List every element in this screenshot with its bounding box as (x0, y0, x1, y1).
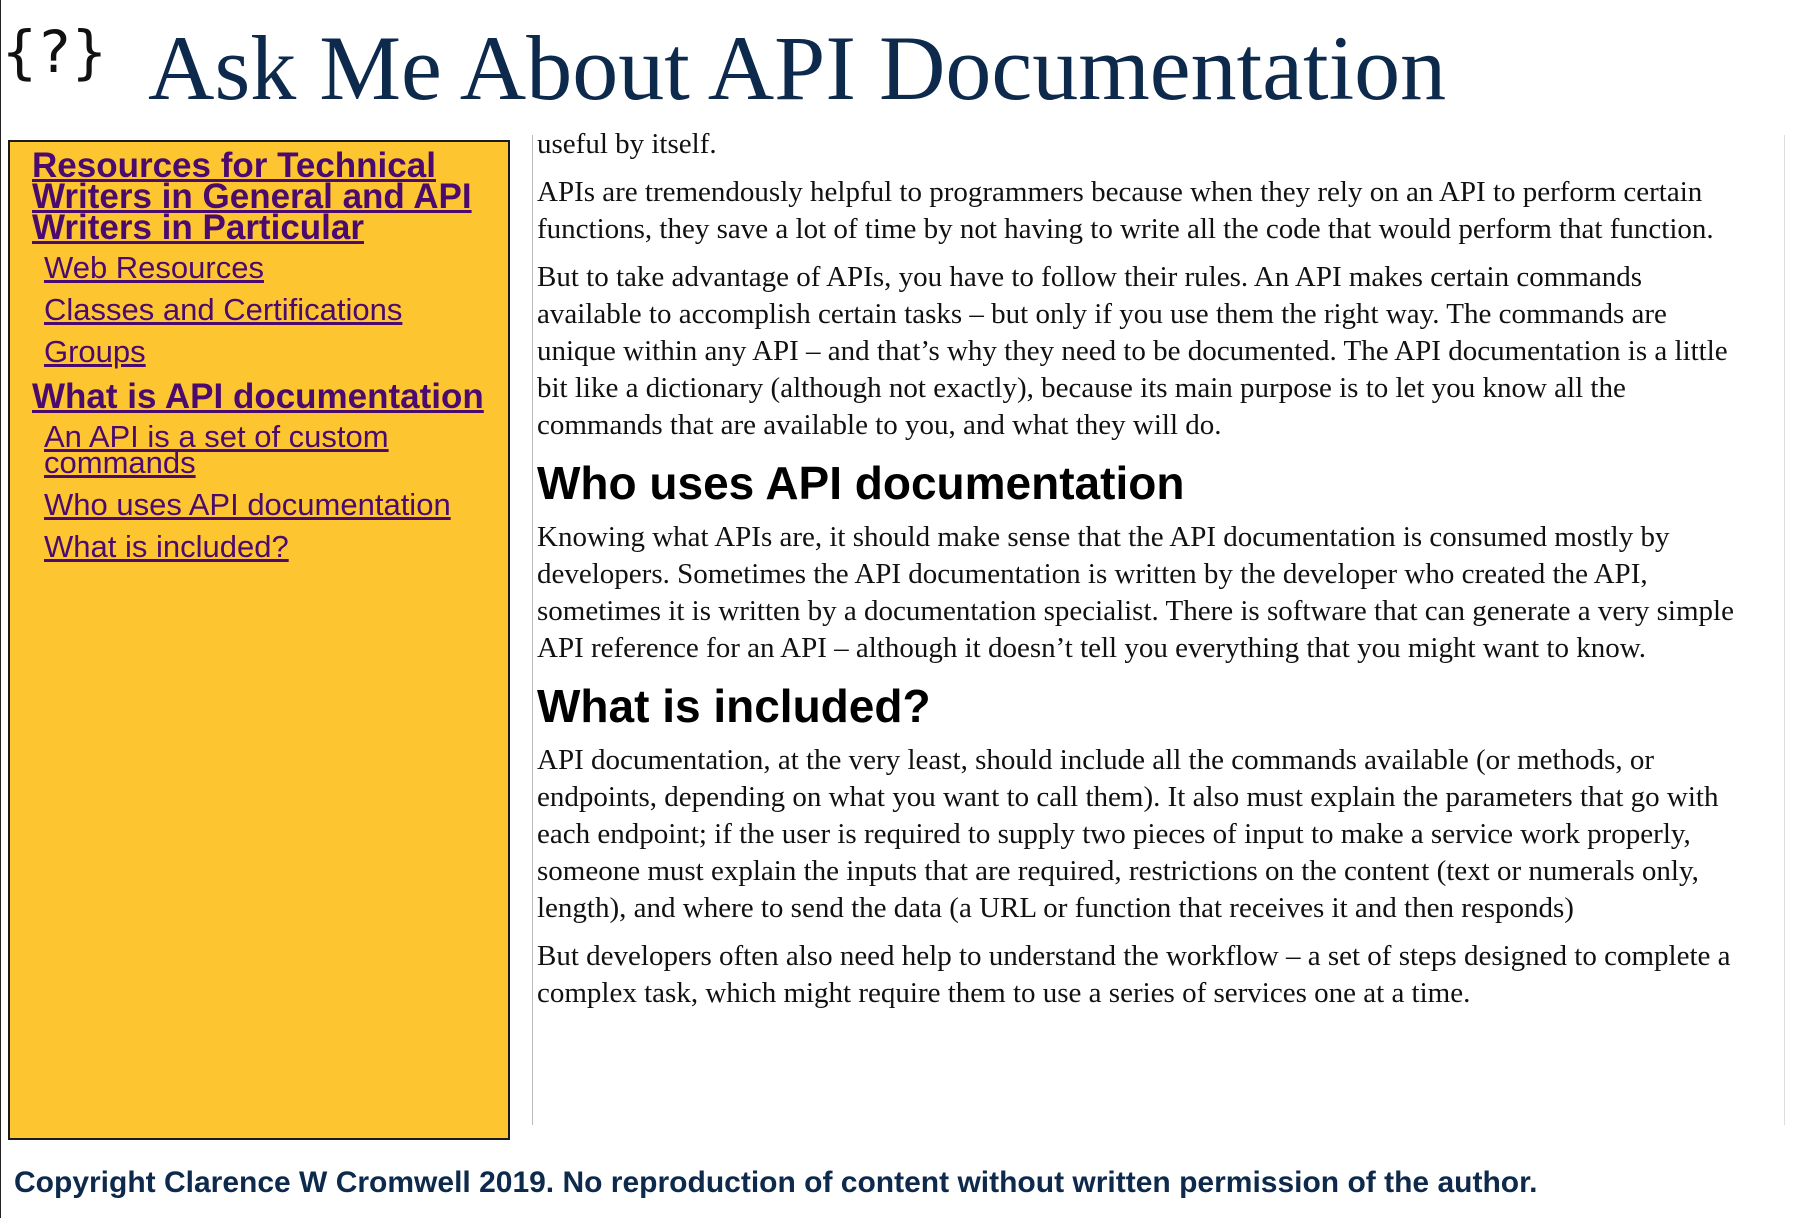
paragraph-helpful: APIs are tremendously helpful to programmers because when they rely on an API to perform certain functions, they save a lot of time by not having to write all the code that would perform that function. (537, 176, 1714, 245)
content-divider (532, 135, 533, 1125)
page-left-border (0, 0, 1, 1218)
sidebar-item-groups[interactable]: Groups (44, 334, 146, 369)
sidebar-section-resources[interactable]: Resources for Technical Writers in General and API Writers in Particular (32, 146, 472, 247)
paragraph-rules: But to take advantage of APIs, you have to follow their rules. An API makes certain commands available to accomplish certain tasks – but only if you use them the right way. The commands are unique within any API – and that’s why they need to be documented. The API documentation is a little bit like a dictionary (although not exactly), because its main purpose is to let you know all the commands that are available to you, and what they will do. (537, 261, 1728, 441)
site-header (0, 0, 1800, 135)
site-title: Ask Me About API Documentation (148, 17, 1447, 119)
paragraph-who-uses: Knowing what APIs are, it should make sense that the API documentation is consumed mostly by developers. Sometimes the API documentation is written by the developer who created the API, sometimes it is written by a documentation specialist. There is software that can generate a very simple API reference for an API – although it doesn’t tell you everything that you might want to know. (537, 521, 1734, 664)
heading-what-included: What is included? (537, 680, 931, 732)
footer-copyright: Copyright Clarence W Cromwell 2019. No reproduction of content without written permission of the author. (14, 1166, 1538, 1199)
site-logo: {?} (2, 18, 107, 86)
paragraph-workflow: But developers often also need help to understand the workflow – a set of steps designed to complete a complex task, which might require them to use a series of services one at a time. (537, 940, 1731, 1009)
sidebar-item-who-uses[interactable]: Who uses API documentation (44, 487, 451, 522)
sidebar-item-web-resources[interactable]: Web Resources (44, 250, 264, 285)
paragraph-what-included: API documentation, at the very least, should include all the commands available (or methods, or endpoints, depending on what you want to call them). It also must explain the parameters that go with each endpoint; if the user is required to supply two pieces of input to make a service work properly, someone must explain the inputs that are required, restrictions on the content (text or numerals only, length), and where to send the data (a URL or function that receives it and then responds) (537, 744, 1719, 924)
sidebar-section-what-is-api-doc[interactable]: What is API documentation (32, 377, 484, 416)
main-content (537, 126, 1749, 1023)
sidebar-item-what-included[interactable]: What is included? (44, 529, 289, 564)
content-right-divider (1784, 135, 1785, 1125)
sidebar-nav (8, 140, 510, 1140)
sidebar-item-api-custom-commands[interactable]: An API is a set of custom commands (44, 419, 389, 480)
paragraph-intro-tail: useful by itself. (537, 128, 717, 160)
sidebar-item-classes-certifications[interactable]: Classes and Certifications (44, 292, 403, 327)
heading-who-uses: Who uses API documentation (537, 457, 1185, 509)
